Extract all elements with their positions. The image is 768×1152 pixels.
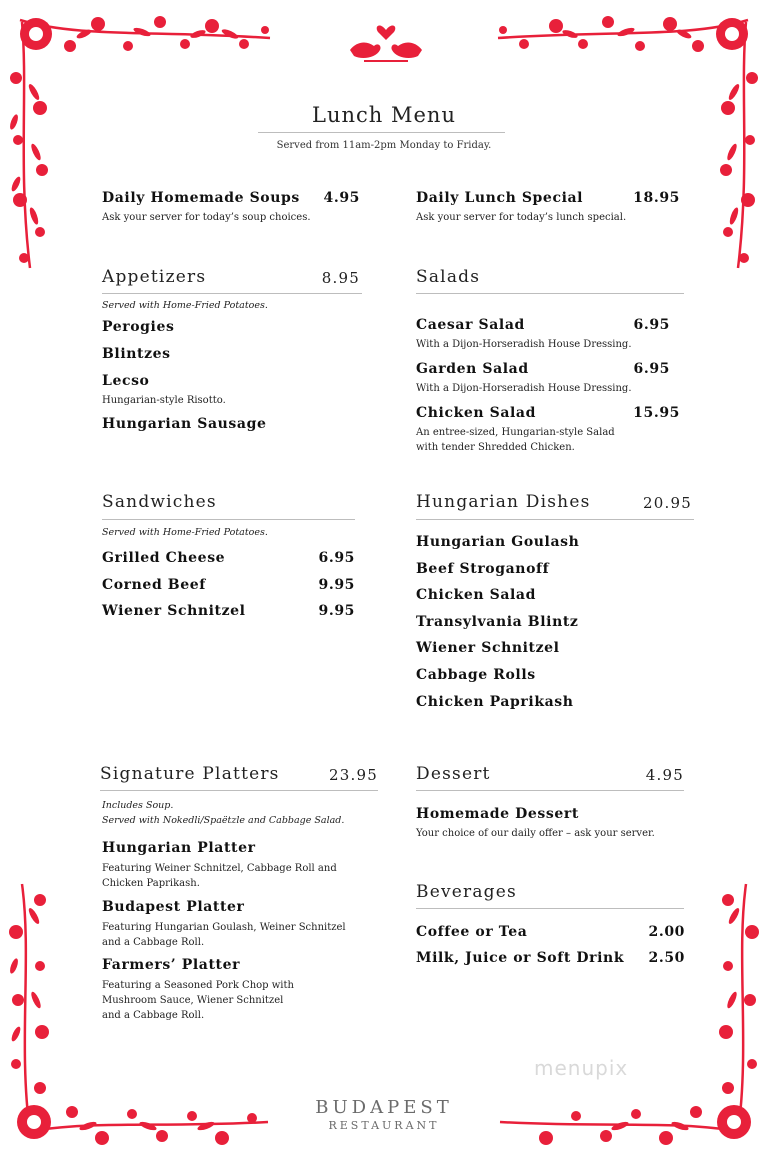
dessert-divider [416,790,684,791]
page-subtitle: Served from 11am-2pm Monday to Friday. [276,140,492,151]
salads-divider [416,293,684,294]
item-price: 6.95 [633,361,670,377]
lunch-special-desc: Ask your server for today’s lunch special. [416,212,627,223]
appetizers-divider [102,293,362,294]
appetizers-heading: Appetizers [102,267,207,287]
hungarian-price: 20.95 [643,494,692,512]
list-item-desc: With a Dijon-Horseradish House Dressing. [416,383,632,394]
platters-price: 23.95 [329,766,378,784]
birds-heart-icon [344,16,428,66]
appetizers-price: 8.95 [321,269,360,287]
list-item-desc: With a Dijon-Horseradish House Dressing. [416,339,632,350]
list-item: Blintzes [102,346,171,362]
list-item: Milk, Juice or Soft Drink [416,950,625,966]
list-item: Chicken Paprikash [416,694,574,710]
dessert-heading: Dessert [416,764,491,784]
item-price: 9.95 [318,603,355,619]
beverages-divider [416,908,684,909]
list-item: Grilled Cheese [102,550,226,566]
appetizers-note: Served with Home-Fried Potatoes. [102,300,268,311]
list-item: Garden Salad [416,361,529,377]
page-title: Lunch Menu [312,103,456,127]
list-item: Beef Stroganoff [416,561,550,577]
list-item: Perogies [102,319,175,335]
list-item-desc: Mushroom Sauce, Wiener Schnitzel [102,995,284,1006]
list-item-desc: Chicken Paprikash. [102,878,200,889]
title-divider [258,132,505,133]
sandwiches-note: Served with Home-Fried Potatoes. [102,527,268,538]
list-item: Budapest Platter [102,899,245,915]
soups-name: Daily Homemade Soups [102,190,300,206]
lunch-special-name: Daily Lunch Special [416,190,584,206]
brand-subtitle: RESTAURANT [328,1119,440,1132]
soups-desc: Ask your server for today’s soup choices. [102,212,311,223]
list-item: Homemade Dessert [416,806,579,822]
dessert-price: 4.95 [645,766,684,784]
list-item-desc: Featuring Hungarian Goulash, Weiner Schnitzel [102,922,346,933]
list-item: Wiener Schnitzel [416,640,560,656]
list-item: Wiener Schnitzel [102,603,246,619]
item-price: 6.95 [633,317,670,333]
list-item: Chicken Salad [416,587,536,603]
list-item-desc: Featuring Weiner Schnitzel, Cabbage Roll and [102,863,337,874]
item-price: 6.95 [318,550,355,566]
watermark: menupix [534,1056,629,1080]
sandwiches-divider [102,519,355,520]
list-item-desc: Hungarian-style Risotto. [102,395,226,406]
list-item: Hungarian Goulash [416,534,580,550]
list-item-desc: and a Cabbage Roll. [102,1010,205,1021]
item-price: 2.00 [648,924,685,940]
platters-note: Served with Nokedli/Spaëtzle and Cabbage Salad. [102,815,345,826]
soups-price: 4.95 [323,190,360,206]
list-item-desc: Your choice of our daily offer – ask your server. [416,828,655,839]
list-item: Caesar Salad [416,317,525,333]
item-price: 15.95 [633,405,680,421]
salads-heading: Salads [416,267,481,287]
list-item-desc: Featuring a Seasoned Pork Chop with [102,980,294,991]
brand-name: BUDAPEST [315,1097,453,1118]
lunch-special-price: 18.95 [633,190,680,206]
list-item: Transylvania Blintz [416,614,579,630]
list-item: Lecso [102,373,150,389]
beverages-heading: Beverages [416,882,517,902]
item-price: 9.95 [318,577,355,593]
list-item: Farmers’ Platter [102,957,241,973]
list-item: Hungarian Sausage [102,416,267,432]
platters-note: Includes Soup. [102,800,174,811]
list-item: Hungarian Platter [102,840,256,856]
item-price: 2.50 [648,950,685,966]
platters-heading: Signature Platters [100,764,280,784]
list-item-desc: An entree-sized, Hungarian-style Salad [416,427,615,438]
list-item: Corned Beef [102,577,206,593]
floral-ornament-bottom-right [468,876,768,1152]
list-item-desc: with tender Shredded Chicken. [416,442,575,453]
platters-divider [100,790,378,791]
list-item: Coffee or Tea [416,924,528,940]
list-item: Chicken Salad [416,405,536,421]
sandwiches-heading: Sandwiches [102,492,217,512]
list-item-desc: and a Cabbage Roll. [102,937,205,948]
list-item: Cabbage Rolls [416,667,536,683]
hungarian-heading: Hungarian Dishes [416,492,591,512]
hungarian-divider [416,519,694,520]
